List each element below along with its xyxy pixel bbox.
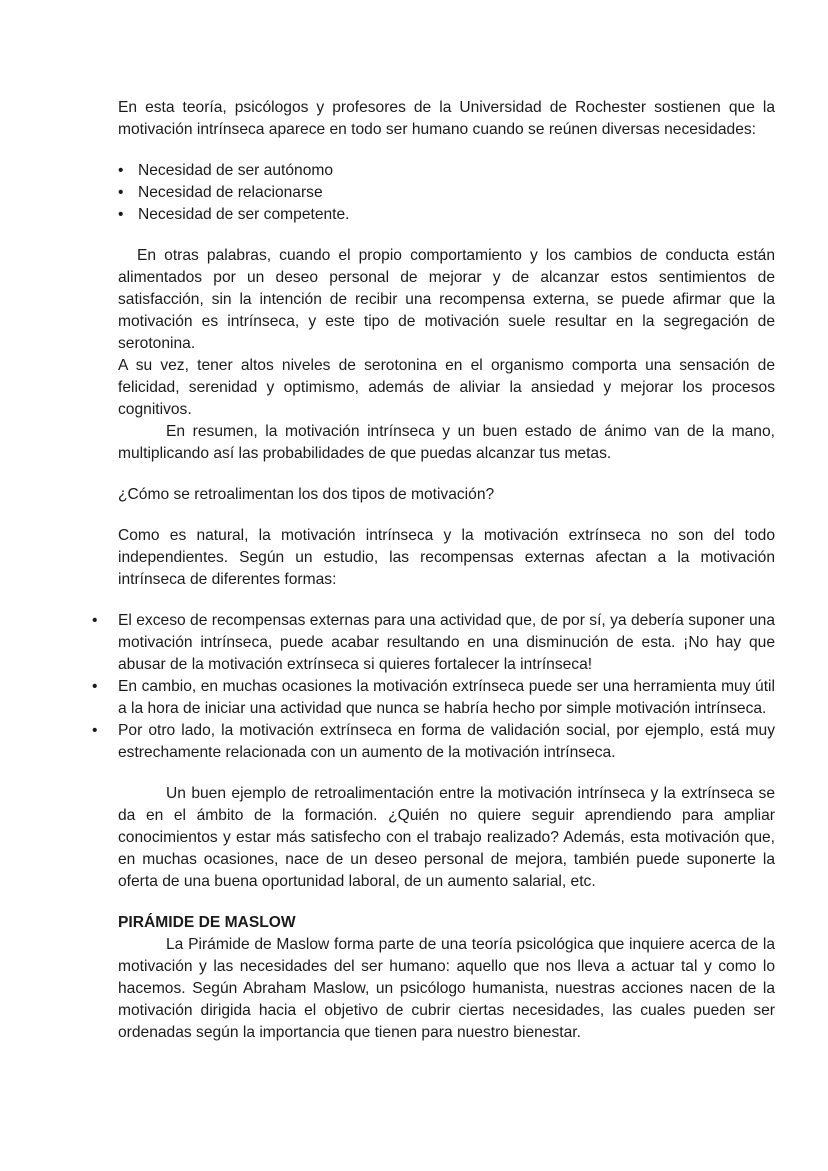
spacer xyxy=(118,506,775,525)
spacer xyxy=(118,226,775,245)
paragraph-natural: Como es natural, la motivación intrínseca y la motivación extrínseca no son del todo independientes. Según un estudio, las recompensas externas afectan a la motivación intrínseca de diferentes formas: xyxy=(118,527,775,588)
list-item: • Necesidad de ser competente. xyxy=(118,204,775,226)
list-item: • Necesidad de ser autónomo xyxy=(118,160,775,182)
rewards-list xyxy=(118,610,775,764)
list-item: • El exceso de recompensas externas para una actividad que, de por sí, ya debería suponer una motivación intrínseca, puede acabar resultando en una disminución de esta. ¡No hay que abusar de la motivación extrínseca si quieres fortalecer la intrínseca! xyxy=(118,610,775,676)
paragraph-intro: En esta teoría, psicólogos y profesores de la Universidad de Rochester sostienen que la motivación intrínseca aparece en todo ser humano cuando se reúnen diversas necesidades: xyxy=(118,99,775,138)
spacer xyxy=(118,591,775,610)
list-item: • Por otro lado, la motivación extrínseca en forma de validación social, por ejemplo, está muy estrechamente relacionada con un aumento de la motivación intrínseca. xyxy=(118,720,775,764)
list-item: • En cambio, en muchas ocasiones la motivación extrínseca puede ser una herramienta muy útil a la hora de iniciar una actividad que nunca se habría hecho por simple motivación intrínseca. xyxy=(118,676,775,720)
document-body xyxy=(118,97,775,1044)
paragraph-summary: En resumen, la motivación intrínseca y un buen estado de ánimo van de la mano, multiplicando así las probabilidades de que puedas alcanzar tus metas. xyxy=(118,423,775,462)
spacer xyxy=(118,141,775,160)
spacer xyxy=(118,893,775,912)
spacer xyxy=(118,764,775,783)
paragraph-serotonin: A su vez, tener altos niveles de serotonina en el organismo comporta una sensación de felicidad, serenidad y optimismo, además de aliviar la ansiedad y mejorar los procesos cognitivos. xyxy=(118,357,775,418)
section-heading-maslow: PIRÁMIDE DE MASLOW xyxy=(118,914,296,931)
paragraph-example: Un buen ejemplo de retroalimentación entre la motivación intrínseca y la extrínseca se da en el ámbito de la formación. ¿Quién no quiere seguir aprendiendo para ampliar conocimientos y estar más satisfecho con el trabajo realizado? Además, esta motivación que, en muchas ocasiones, nace de un deseo personal de mejora, también puede suponerte la oferta de una buena oportunidad laboral, de un aumento salarial, etc. xyxy=(118,785,775,890)
spacer xyxy=(118,465,775,484)
paragraph-maslow: La Pirámide de Maslow forma parte de una teoría psicológica que inquiere acerca de la motivación y las necesidades del ser humano: aquello que nos lleva a actuar tal y como lo hacemos. Según Abraham Maslow, un psicólogo humanista, nuestras acciones nacen de la motivación dirigida hacia el objetivo de cubrir ciertas necesidades, las cuales pueden ser ordenadas según la importancia que tienen para nuestro bienestar. xyxy=(118,936,775,1041)
needs-list xyxy=(118,160,775,226)
paragraph-other-words: En otras palabras, cuando el propio comportamiento y los cambios de conducta están alimentados por un deseo personal de mejorar y de alcanzar estos sentimientos de satisfacción, sin la intención de recibir una recompensa externa, se puede afirmar que la motivación es intrínseca, y este tipo de motivación suele resultar en la segregación de serotonina. xyxy=(118,247,775,352)
list-item: • Necesidad de relacionarse xyxy=(118,182,775,204)
question-heading: ¿Cómo se retroalimentan los dos tipos de motivación? xyxy=(118,486,495,503)
